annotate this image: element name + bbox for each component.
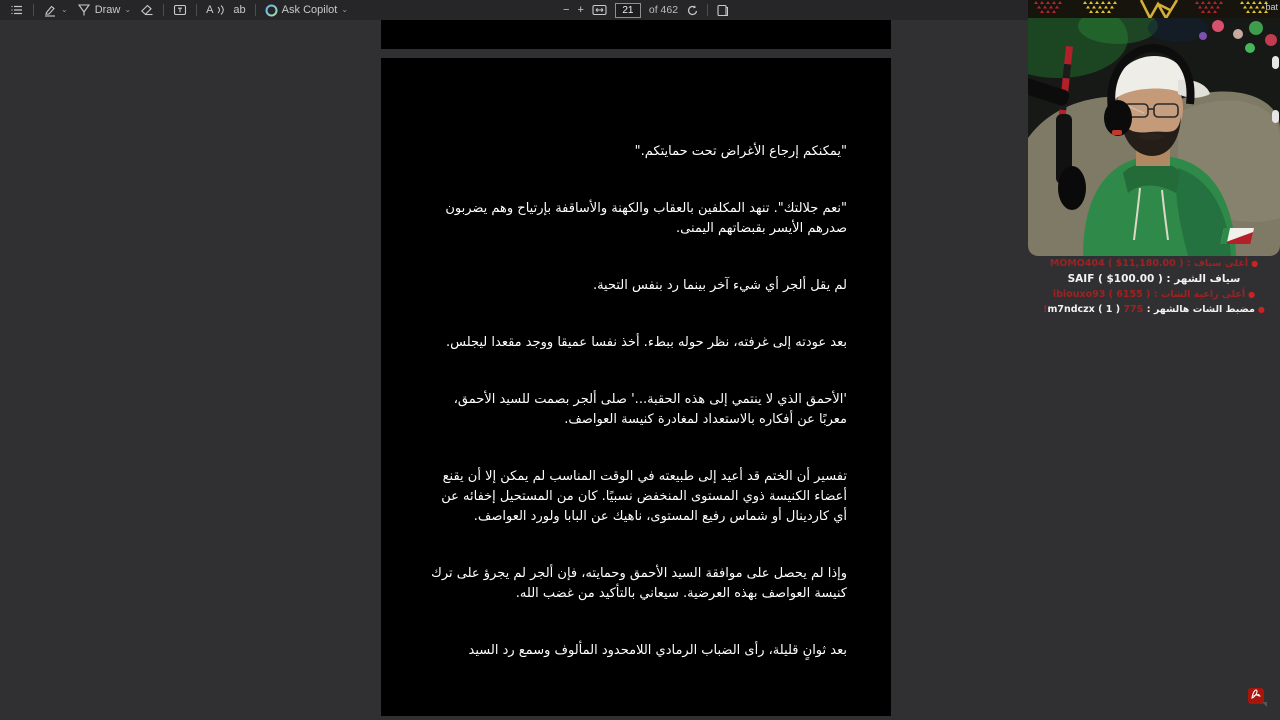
stream-stats [1028,256,1280,318]
table-of-contents-icon [10,3,24,17]
draw-pen-icon [77,3,91,17]
webcam-banner [1028,0,1280,18]
top-sayyaf-line: ●أعلى سياف : MOMO404 ( $11,180.00 ) [1049,258,1259,269]
draw-button-label: Draw [94,4,121,16]
acrobat-collapse-handle[interactable] [1262,702,1267,707]
chat-mod-suffix: 77S! [1043,304,1144,315]
month-sayyaf-line: سياف الشهر : SAIF ( $100.00 ) [1067,273,1241,285]
document-text [381,142,891,698]
page-view-button[interactable] [716,4,729,17]
red-dot-icon: ● [1251,259,1259,268]
toolbar-divider [707,4,708,16]
top-chat-patron-line: ●أعلى راعية الشات : ibiouxo93 ( 6155 ) [1052,289,1256,300]
draw-button[interactable] [77,3,131,17]
zoom-out-button[interactable]: − [563,4,570,16]
webcam-overlay [1028,0,1280,256]
page-number-input[interactable] [615,3,641,18]
banner-pattern-red-icon [1034,0,1068,19]
dictionary-button[interactable] [233,4,245,16]
contents-menu-button[interactable] [10,3,24,17]
red-dot-icon: ● [1257,305,1265,314]
browser-tab-fragment: bat [1265,2,1278,12]
paragraph: لم يقل ألجر أي شيء آخر بينما رد بنفس التحية. [592,278,847,293]
rotate-button[interactable] [686,4,699,17]
toolbar-divider [163,4,164,16]
chevron-down-icon: ⌄ [124,4,132,14]
erase-button[interactable] [140,3,154,17]
ask-copilot-label: Ask Copilot [281,4,338,16]
toolbar-divider [33,4,34,16]
paragraph: تفسير أن الختم قد أعيد إلى طبيعته في الوقت المناسب لم يمكن إلا أن يقنع أعضاء الكنيسة ذوي المستوى المنخفض نسبيًا. كان من المستحيل إخفائه عن أي كاردينال أو شماس رفيع المستوى، ناهيك عن البابا ولورد العواصف. [441,469,847,524]
paragraph: وإذا لم يحصل على موافقة السيد الأحمق وحمايته، فإن ألجر لم يجرؤ على ترك كنيسة العواصف بهذه العرضية. سيعاني بالتأكيد من غضب الله. [431,566,847,601]
highlighter-icon [43,3,57,17]
pdf-page-previous [381,20,891,49]
fit-to-page-icon [592,4,607,16]
eraser-icon [140,3,154,17]
chat-mod-line: ●مضبط الشات هالشهر : m7ndczx ( 1 ) 77S! [1043,304,1265,315]
pdf-page-current [381,58,891,716]
ask-copilot-button[interactable] [265,4,348,17]
page-view-icon [716,4,729,17]
toolbar-divider [196,4,197,16]
red-dot-icon: ● [1248,290,1256,299]
banner-pattern-red-icon [1195,0,1225,19]
read-aloud-waves-icon [217,4,224,16]
paragraph: بعد عودته إلى غرفته، نظر حوله ببطء. أخذ نفسا عميقا ووجد مقعدا ليجلس. [445,335,847,350]
paragraph: "نعم جلالتك". تنهد المكلفين بالعقاب والكهنة والأساقفة بإرتياح وهم يضربون صدرهم الأيسر بقبضاتهم اليمنى. [445,201,847,236]
dictionary-icon: ab [233,4,246,16]
highlight-pen-button[interactable] [43,3,68,17]
chevron-down-icon: ⌄ [61,4,68,14]
rotate-icon [686,4,699,17]
paragraph: 'الأحمق الذي لا ينتمي إلى هذه الحقبة...' صلى ألجر بصمت للسيد الأحمق، معربًا عن أفكاره بالاستعداد لمغادرة كنيسة العواصف. [453,392,847,427]
paragraph: "يمكنكم إرجاع الأغراض تحت حمايتكم." [634,144,847,159]
page-count-label: of 462 [648,4,679,16]
copilot-icon [265,4,278,17]
acrobat-icon [1250,687,1262,705]
paragraph: بعد ثوانٍ قليلة، رأى الضباب الرمادي اللامحدود المألوف وسمع رد السيد [468,643,847,658]
fit-to-page-button[interactable] [592,4,607,16]
read-aloud-button[interactable]: A [206,4,224,16]
add-text-button[interactable] [173,3,187,17]
banner-pattern-yellow-icon [1083,0,1123,19]
toolbar-divider [255,4,256,16]
text-box-icon [173,3,187,17]
chevron-down-icon: ⌄ [341,4,349,14]
zoom-in-button[interactable]: + [577,4,584,16]
webcam-video [1028,18,1280,256]
